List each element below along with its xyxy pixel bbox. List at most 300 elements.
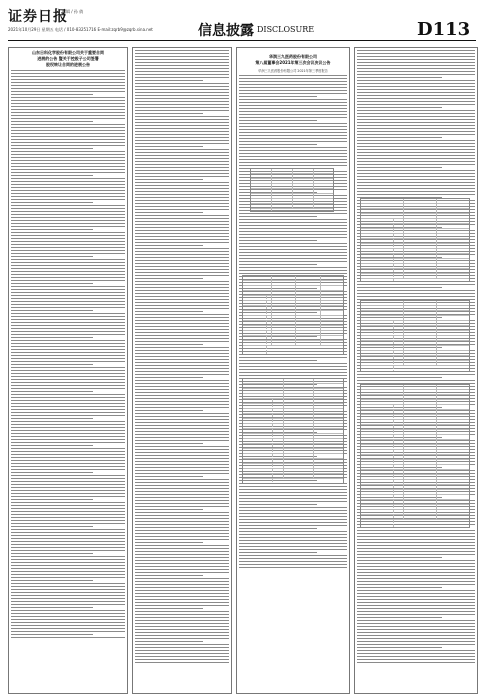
- table-cell: [361, 316, 404, 320]
- text-line: [135, 368, 229, 369]
- text-line: [11, 190, 125, 191]
- table-cell: [296, 331, 321, 335]
- table-cell: [251, 169, 272, 173]
- text-line: [135, 158, 229, 159]
- text-line: [11, 397, 125, 398]
- table-cell: [243, 311, 272, 315]
- text-line: [11, 106, 125, 107]
- text-line: [11, 508, 125, 509]
- table-cell: [284, 399, 314, 403]
- table-cell: [284, 419, 314, 423]
- financial-table-6: [360, 384, 470, 528]
- text-line: [135, 593, 229, 594]
- table-cell: [361, 274, 404, 278]
- table-cell: [361, 470, 404, 474]
- text-line: [135, 461, 229, 462]
- table-cell: [361, 346, 404, 350]
- text-line: [135, 638, 229, 639]
- text-line: [357, 131, 475, 132]
- text-line: [357, 173, 475, 174]
- table-cell: [243, 286, 272, 290]
- text-line: [239, 567, 347, 568]
- table-cell: [272, 341, 296, 345]
- text-line: [11, 469, 125, 470]
- table-cell: [361, 500, 404, 504]
- text-line: [239, 531, 347, 532]
- column-2: [132, 47, 232, 694]
- text-line: [135, 326, 229, 327]
- text-line: [11, 163, 125, 164]
- table-cell: [404, 440, 437, 444]
- text-line: [11, 628, 125, 629]
- column-1-subtitle: 进展的公告 暨关于控股子公司签署: [37, 56, 99, 61]
- text-line: [11, 295, 125, 296]
- text-line: [135, 305, 229, 306]
- text-line: [135, 623, 229, 624]
- text-line: [11, 199, 125, 200]
- text-line: [135, 311, 203, 312]
- text-line: [357, 89, 475, 90]
- text-line: [239, 132, 347, 133]
- text-line: [239, 489, 347, 490]
- text-line: [135, 515, 229, 516]
- text-line: [11, 175, 93, 176]
- text-line: [11, 241, 125, 242]
- text-line: [135, 161, 229, 162]
- text-line: [135, 56, 229, 57]
- table-cell: [284, 394, 314, 398]
- text-line: [11, 91, 125, 92]
- text-line: [135, 569, 229, 570]
- text-line: [11, 499, 93, 500]
- text-line: [239, 87, 347, 88]
- text-line: [11, 193, 125, 194]
- text-line: [11, 103, 125, 104]
- text-line: [239, 156, 347, 157]
- text-line: [135, 557, 229, 558]
- text-line: [357, 92, 475, 93]
- text-line: [357, 164, 475, 165]
- text-line: [135, 416, 229, 417]
- text-line: [135, 620, 229, 621]
- text-line: [357, 602, 475, 603]
- table-cell: [272, 204, 293, 208]
- text-line: [357, 611, 475, 612]
- table-cell: [243, 414, 284, 418]
- text-line: [357, 647, 442, 648]
- table-cell: [272, 331, 296, 335]
- text-line: [357, 179, 475, 180]
- text-line: [135, 95, 229, 96]
- text-line: [135, 206, 229, 207]
- text-line: [357, 98, 475, 99]
- table-cell: [296, 276, 321, 280]
- table-cell: [243, 306, 272, 310]
- table-cell: [296, 336, 321, 340]
- text-line: [135, 422, 229, 423]
- text-line: [11, 439, 125, 440]
- table-cell: [361, 395, 404, 399]
- text-line: [239, 486, 347, 487]
- text-line: [239, 129, 347, 130]
- table-cell: [272, 194, 293, 198]
- table-cell: [243, 439, 284, 443]
- text-line: [11, 337, 93, 338]
- text-line: [239, 540, 347, 541]
- text-line: [135, 551, 229, 552]
- text-line: [239, 240, 317, 241]
- table-cell: [243, 399, 284, 403]
- text-line: [239, 219, 347, 220]
- text-line: [239, 153, 347, 154]
- table-cell: [404, 254, 437, 258]
- text-line: [239, 555, 347, 556]
- text-line: [135, 200, 229, 201]
- table-cell: [361, 199, 404, 203]
- table-cell: [361, 370, 394, 372]
- text-line: [135, 221, 229, 222]
- table-cell: [404, 244, 437, 248]
- table-cell: [243, 389, 284, 393]
- text-line: [135, 458, 229, 459]
- text-line: [11, 322, 125, 323]
- table-cell: [404, 346, 437, 350]
- text-line: [11, 172, 125, 173]
- text-line: [135, 308, 229, 309]
- table-cell: [293, 179, 314, 183]
- text-line: [357, 644, 475, 645]
- text-line: [135, 245, 203, 246]
- text-line: [135, 614, 229, 615]
- text-line: [11, 580, 93, 581]
- page-number: D113: [417, 19, 471, 40]
- text-line: [11, 625, 125, 626]
- text-line: [135, 548, 229, 549]
- text-line: [357, 149, 475, 150]
- text-line: [357, 182, 475, 183]
- text-line: [135, 149, 229, 150]
- text-line: [135, 509, 203, 510]
- text-line: [357, 146, 475, 147]
- text-line: [11, 391, 93, 392]
- text-line: [11, 568, 125, 569]
- text-line: [11, 289, 125, 290]
- section-title: 信息披露: [198, 23, 254, 39]
- text-line: [135, 371, 229, 372]
- text-line: [357, 155, 475, 156]
- text-line: [11, 460, 125, 461]
- text-line: [135, 212, 203, 213]
- text-line: [135, 176, 229, 177]
- text-line: [357, 608, 475, 609]
- text-line: [135, 74, 229, 75]
- table-cell: [243, 281, 272, 285]
- text-line: [11, 529, 125, 530]
- table-cell: [404, 515, 437, 519]
- text-line: [11, 319, 125, 320]
- text-line: [135, 101, 229, 102]
- table-cell: [404, 259, 437, 263]
- table-cell: [404, 199, 437, 203]
- text-line: [135, 542, 203, 543]
- table-cell: [404, 249, 437, 253]
- dateline: 2021年10月29日 星期五 电话 / 010-83251716 E-mail:zqrb9@zqrb.sina.net: [8, 27, 153, 32]
- text-line: [357, 551, 475, 552]
- table-cell: [243, 296, 272, 300]
- table-cell: [361, 259, 404, 263]
- table-cell: [243, 429, 284, 433]
- table-cell: [404, 465, 437, 469]
- table-cell: [404, 306, 437, 310]
- text-line: [239, 519, 347, 520]
- table-cell: [243, 449, 284, 453]
- text-line: [357, 572, 475, 573]
- text-line: [357, 623, 475, 624]
- text-line: [357, 293, 475, 294]
- text-line: [239, 264, 317, 265]
- table-cell: [243, 336, 272, 340]
- table-cell: [361, 249, 404, 253]
- text-line: [357, 575, 475, 576]
- text-line: [135, 260, 229, 261]
- text-line: [135, 491, 229, 492]
- text-line: [11, 376, 125, 377]
- text-line: [135, 185, 229, 186]
- table-cell: [272, 276, 296, 280]
- text-line: [11, 622, 125, 623]
- text-line: [135, 323, 229, 324]
- text-line: [357, 152, 475, 153]
- table-cell: [284, 439, 314, 443]
- column-1-subsubtitle: 股权转让合同的进展公告: [46, 62, 90, 67]
- text-line: [357, 593, 475, 594]
- table-cell: [296, 301, 321, 305]
- table-cell: [404, 341, 437, 345]
- column-3: [236, 47, 350, 694]
- table-cell: [404, 485, 437, 489]
- text-line: [357, 59, 475, 60]
- table-cell: [272, 326, 296, 330]
- text-line: [357, 554, 475, 555]
- text-line: [135, 629, 229, 630]
- text-line: [11, 577, 125, 578]
- text-line: [135, 512, 229, 513]
- text-line: [11, 94, 93, 95]
- table-cell: [361, 505, 404, 509]
- table-cell: [361, 326, 404, 330]
- text-line: [11, 505, 125, 506]
- text-line: [357, 128, 475, 129]
- table-cell: [293, 194, 314, 198]
- text-line: [135, 278, 203, 279]
- table-cell: [361, 264, 404, 268]
- text-line: [11, 562, 125, 563]
- text-line: [11, 70, 125, 71]
- text-line: [239, 498, 347, 499]
- text-line: [239, 225, 347, 226]
- column-3-subsubtitle: 华润三九医药股份有限公司 2021年第三季度报告: [258, 69, 328, 73]
- text-line: [11, 514, 125, 515]
- table-cell: [361, 311, 404, 315]
- text-line: [135, 431, 229, 432]
- text-line: [135, 428, 229, 429]
- text-line: [135, 131, 229, 132]
- text-line: [135, 272, 229, 273]
- table-cell: [361, 510, 404, 514]
- text-line: [11, 400, 125, 401]
- text-line: [11, 559, 125, 560]
- text-line: [135, 395, 229, 396]
- text-line: [11, 616, 125, 617]
- section-title-english: DISCLOSURE: [257, 25, 315, 34]
- table-cell: [361, 460, 404, 464]
- table-cell: [272, 189, 293, 193]
- table-cell: [243, 469, 284, 473]
- text-line: [135, 179, 203, 180]
- table-cell: [404, 415, 437, 419]
- table-cell: [284, 389, 314, 393]
- text-line: [11, 565, 125, 566]
- text-line: [135, 164, 229, 165]
- table-cell: [296, 321, 321, 325]
- text-line: [357, 143, 475, 144]
- table-cell: [296, 296, 321, 300]
- text-line: [135, 527, 229, 528]
- text-line: [11, 445, 93, 446]
- text-line: [135, 524, 229, 525]
- text-line: [11, 130, 125, 131]
- text-line: [11, 277, 125, 278]
- table-cell: [284, 469, 314, 473]
- table-cell: [284, 464, 314, 468]
- column-1: [8, 47, 128, 694]
- text-line: [135, 353, 229, 354]
- table-cell: [361, 465, 404, 469]
- text-line: [135, 167, 229, 168]
- text-line: [357, 662, 475, 663]
- text-line: [135, 254, 229, 255]
- text-line: [11, 226, 125, 227]
- text-line: [11, 454, 125, 455]
- table-cell: [361, 336, 404, 340]
- text-line: [239, 516, 347, 517]
- text-line: [135, 194, 229, 195]
- text-line: [135, 506, 229, 507]
- table-cell: [284, 429, 314, 433]
- text-line: [357, 71, 475, 72]
- text-line: [135, 329, 229, 330]
- text-line: [11, 301, 125, 302]
- text-line: [135, 476, 203, 477]
- text-line: [239, 255, 347, 256]
- text-line: [135, 473, 229, 474]
- text-line: [239, 249, 347, 250]
- text-line: [357, 653, 475, 654]
- text-line: [135, 119, 229, 120]
- text-line: [135, 572, 229, 573]
- text-line: [11, 484, 125, 485]
- text-line: [135, 365, 229, 366]
- text-line: [11, 433, 125, 434]
- table-cell: [404, 209, 437, 213]
- text-line: [357, 563, 475, 564]
- table-cell: [404, 351, 437, 355]
- text-line: [357, 536, 475, 537]
- text-line: [135, 602, 229, 603]
- table-cell: [361, 455, 404, 459]
- text-line: [357, 134, 475, 135]
- text-line: [11, 604, 125, 605]
- text-line: [239, 366, 347, 367]
- text-line: [11, 364, 93, 365]
- table-cell: [404, 274, 437, 278]
- text-line: [135, 500, 229, 501]
- text-line: [135, 236, 229, 237]
- text-line: [135, 521, 229, 522]
- text-line: [239, 159, 347, 160]
- text-line: [135, 650, 229, 651]
- text-line: [11, 307, 125, 308]
- text-line: [135, 419, 229, 420]
- text-line: [11, 550, 125, 551]
- text-line: [239, 564, 347, 565]
- table-cell: [243, 384, 284, 388]
- table-cell: [361, 234, 404, 238]
- table-cell: [296, 281, 321, 285]
- table-cell: [361, 490, 404, 494]
- text-line: [11, 511, 125, 512]
- table-cell: [284, 444, 314, 448]
- table-cell: [243, 291, 272, 295]
- text-line: [239, 117, 347, 118]
- text-line: [135, 563, 229, 564]
- table-cell: [361, 244, 404, 248]
- text-line: [135, 182, 229, 183]
- text-line: [11, 220, 125, 221]
- text-line: [11, 598, 125, 599]
- text-line: [135, 284, 229, 285]
- text-line: [135, 296, 229, 297]
- table-cell: [404, 311, 437, 315]
- text-line: [11, 265, 125, 266]
- text-line: [239, 549, 347, 550]
- text-line: [11, 229, 93, 230]
- table-cell: [251, 204, 272, 208]
- text-line: [135, 275, 229, 276]
- text-line: [135, 83, 229, 84]
- financial-table-4: [360, 198, 470, 282]
- table-cell: [404, 505, 437, 509]
- text-line: [135, 128, 229, 129]
- text-line: [11, 127, 125, 128]
- text-line: [135, 530, 229, 531]
- table-row: [361, 515, 469, 520]
- text-line: [135, 77, 229, 78]
- table-cell: [404, 445, 437, 449]
- text-line: [135, 566, 229, 567]
- table-cell: [404, 239, 437, 243]
- table-cell: [243, 321, 272, 325]
- text-line: [239, 357, 347, 358]
- text-line: [135, 152, 229, 153]
- table-cell: [243, 301, 272, 305]
- text-line: [135, 143, 229, 144]
- table-cell: [404, 470, 437, 474]
- text-line: [239, 150, 347, 151]
- table-cell: [272, 179, 293, 183]
- text-line: [11, 145, 125, 146]
- text-line: [11, 613, 125, 614]
